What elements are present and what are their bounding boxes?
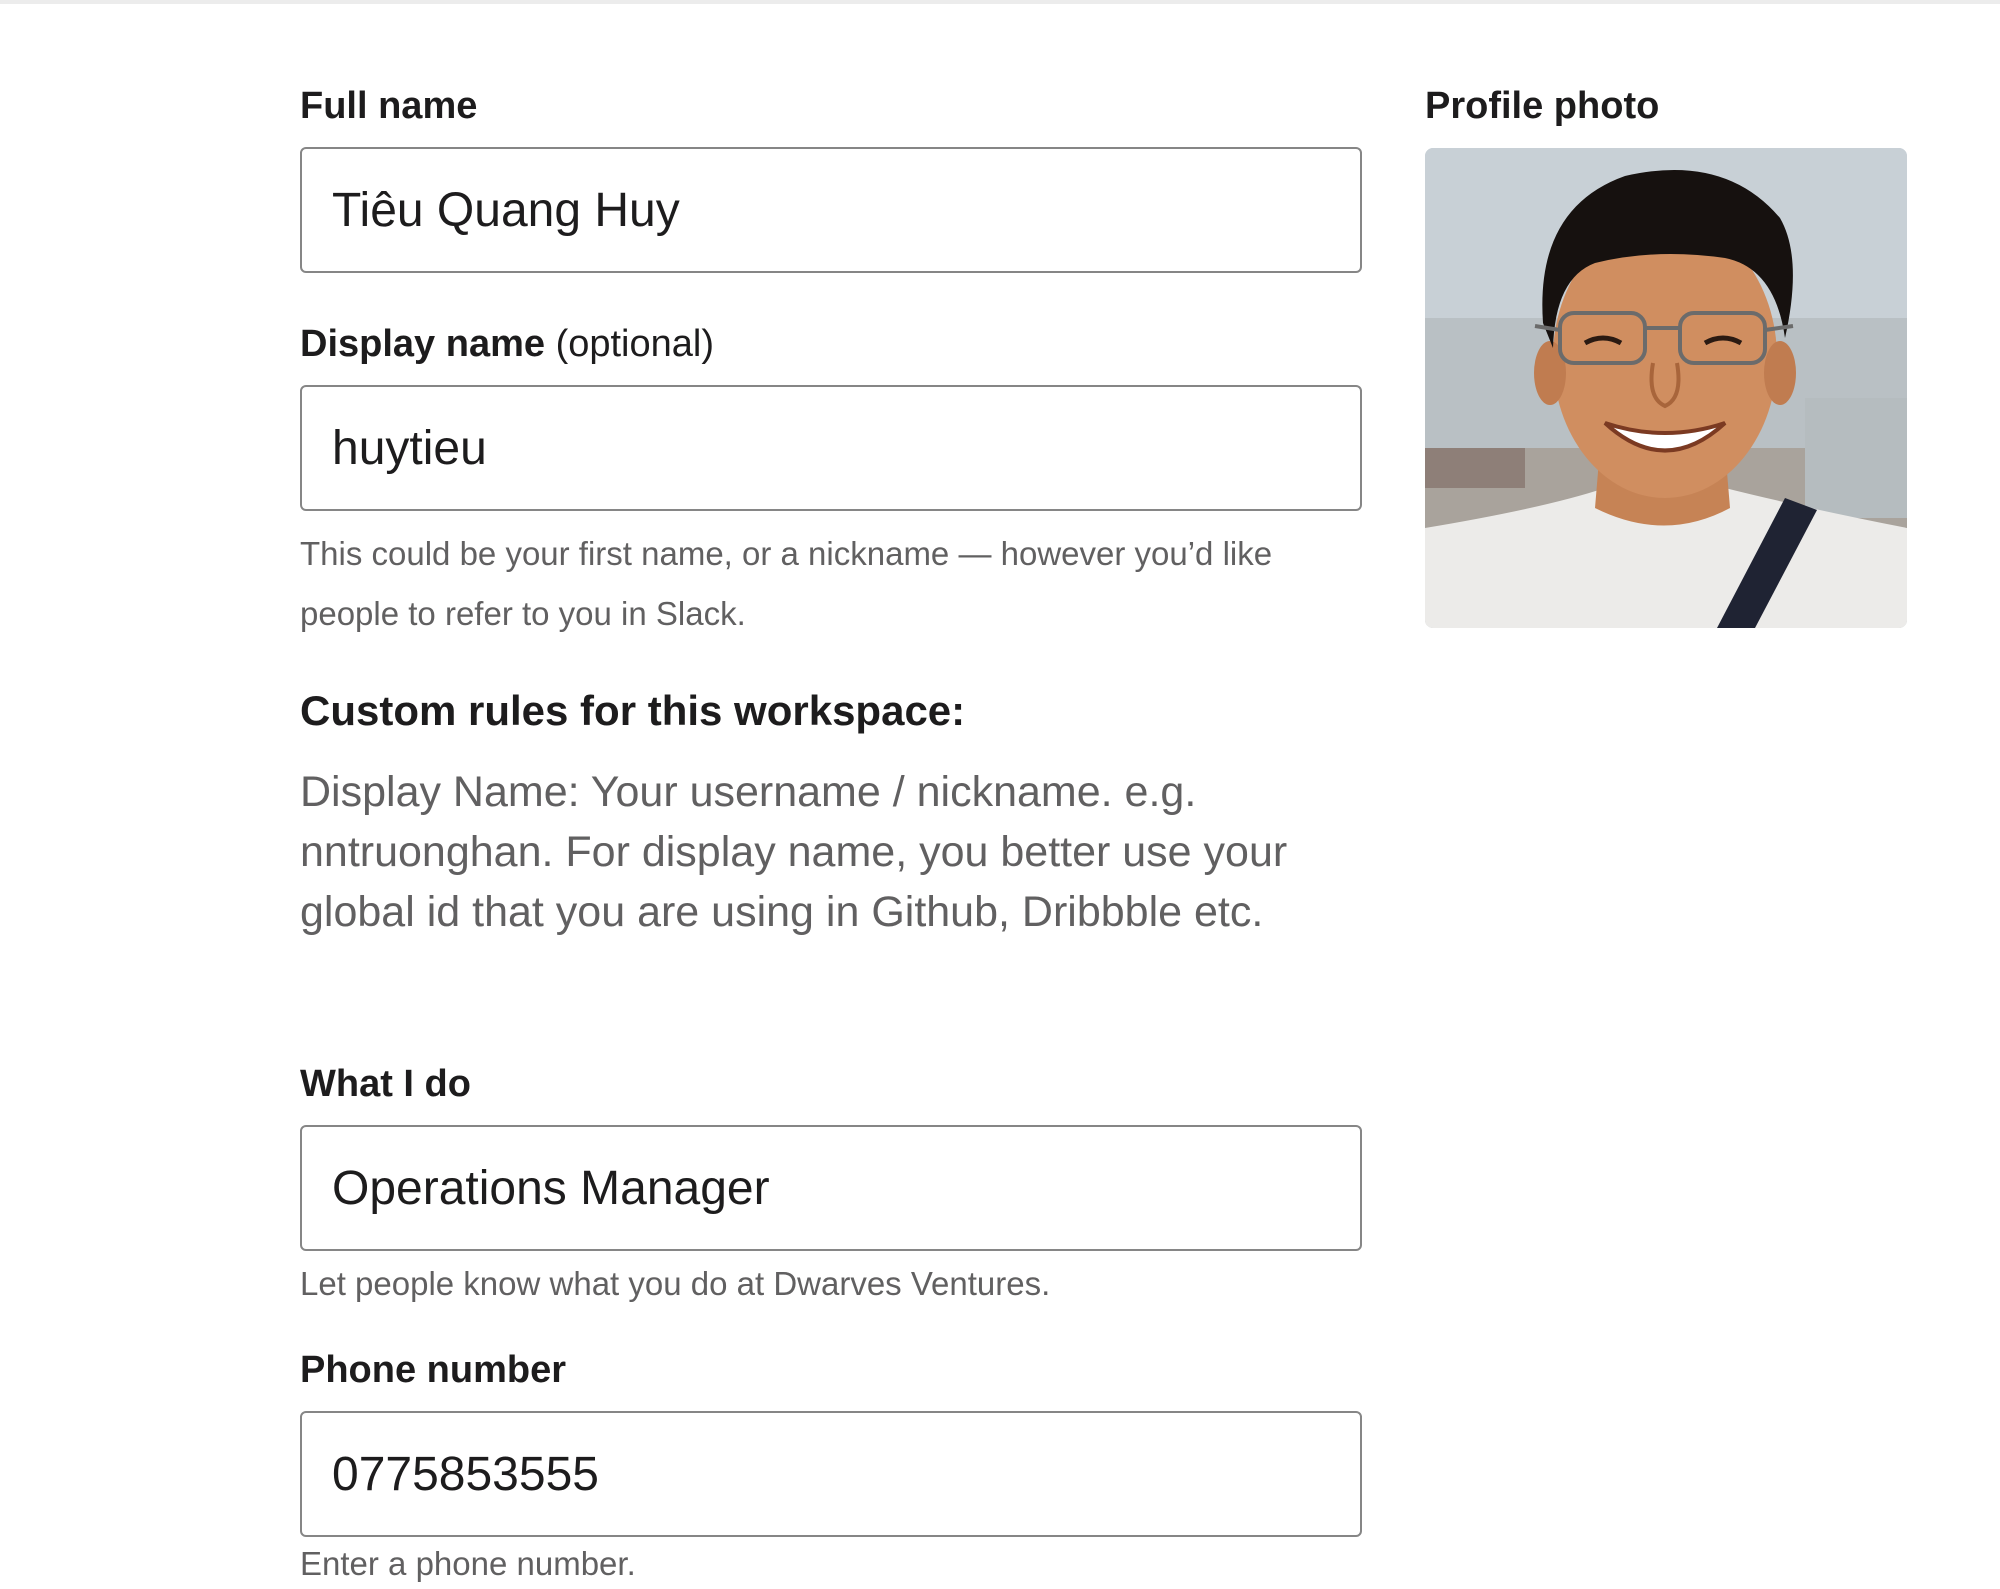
optional-tag: (optional) [555,323,714,365]
what-i-do-hint: Let people know what you do at Dwarves Ventures. [300,1265,1051,1302]
full-name-input[interactable] [300,147,1362,273]
profile-photo-label: Profile photo [1425,85,1660,127]
full-name-label: Full name [300,85,478,127]
what-i-do-label: What I do [300,1063,471,1105]
display-name-label-text: Display name [300,323,545,365]
phone-number-input[interactable] [300,1411,1362,1537]
profile-photo[interactable] [1425,148,1907,628]
phone-number-hint: Enter a phone number. [300,1545,636,1582]
custom-rules-body: Display Name: Your username / nickname. e.g. nntruonghan. For display name, you better use your global id that you are using in Github, Dribbble etc. [300,768,1288,936]
display-name-hint: This could be your first name, or a nickname — however you’d like people to refer to you in Slack. [300,535,1273,632]
phone-number-label: Phone number [300,1349,567,1391]
display-name-label [300,322,714,366]
what-i-do-input[interactable] [300,1125,1362,1251]
display-name-input[interactable] [300,385,1362,511]
custom-rules-heading: Custom rules for this workspace: [300,687,966,734]
profile-photo-image [1425,148,1907,628]
